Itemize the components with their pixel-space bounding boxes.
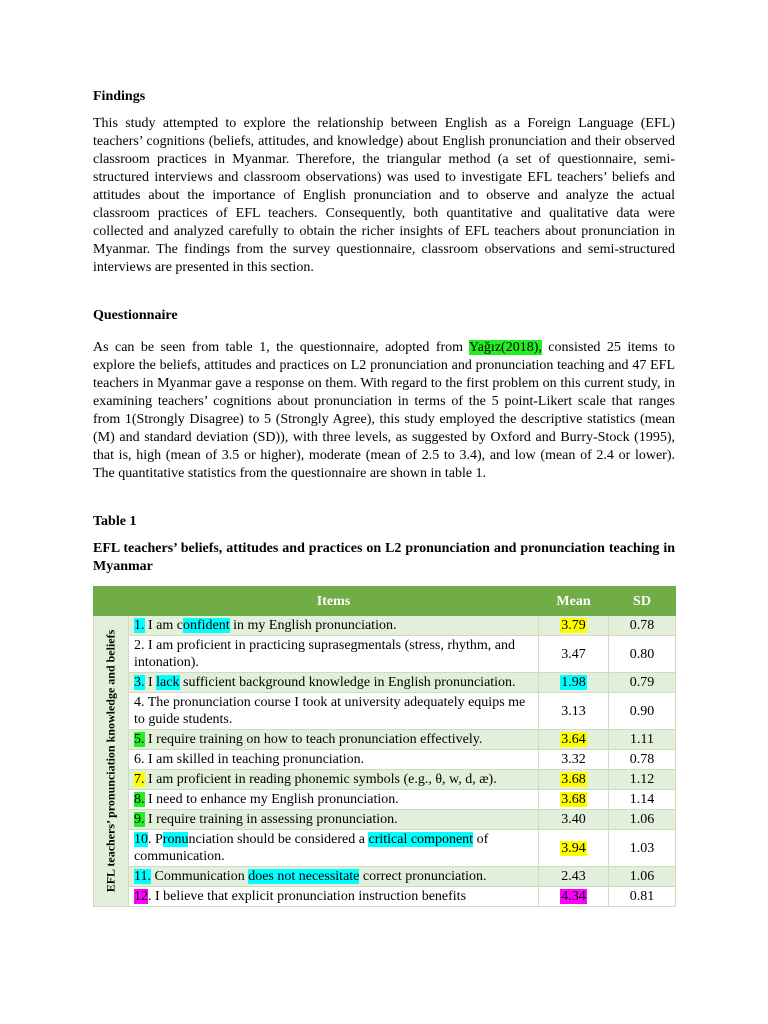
mean-cell [539, 770, 609, 790]
item-text: nciation should be considered a [188, 832, 369, 847]
sd-value: 1.06 [609, 867, 676, 887]
item-cell [129, 636, 539, 673]
item-cell [129, 867, 539, 887]
table-row [94, 770, 676, 790]
item-text-highlight: 8. [134, 792, 145, 807]
mean-value: 3.64 [561, 732, 586, 747]
table-row [94, 636, 676, 673]
item-text: I require training on how to teach pronunciation effectively. [144, 732, 483, 747]
mean-value: 3.94 [561, 840, 586, 856]
questionnaire-text-after: consisted 25 items to explore the beliefs, attitudes and practices on L2 pronunciation and pronunciation teaching and 47 EFL teachers in Myanmar gave a response on them. With regard to the first problem on this current study, in examining teachers’ cognitions about pronunciation in terms of the 5 point-Likert scale that ranges from 1(Strongly Disagree) to 5 (Strongly Agree), this study employed the descriptive statistics (mean (M) and standard deviation (SD)), with three levels, as suggested by Oxford and Burry-Stock (1995), that is, high (mean of 3.5 or higher), moderate (mean of 2.5 to 3.4), and low (mean of 2.4 or lower). The quantitative statistics from the questionnaire are shown in table 1. [93, 340, 675, 481]
table-row [94, 830, 676, 867]
sd-value: 0.79 [609, 673, 676, 693]
mean-cell [539, 830, 609, 867]
item-cell [129, 790, 539, 810]
sd-value: 0.80 [609, 636, 676, 673]
item-cell [129, 810, 539, 830]
item-text: 6. I am skilled in teaching pronunciation. [134, 752, 365, 767]
header-sd: SD [609, 587, 676, 616]
item-text: 2. I am proficient in practicing suprasegmentals (stress, rhythm, and intonation). [134, 638, 516, 670]
item-text: correct pronunciation. [359, 869, 487, 884]
item-text: Communication [150, 869, 249, 884]
item-text: I am proficient in reading phonemic symbols (e.g., θ, w, d, æ). [144, 772, 497, 787]
item-text-highlight: 11. [134, 869, 151, 884]
mean-value: 3.79 [561, 618, 586, 633]
item-cell [129, 673, 539, 693]
category-side-label: EFL teachers’ pronunciation knowledge and beliefs [103, 629, 118, 893]
findings-paragraph: This study attempted to explore the relationship between English as a Foreign Language (EFL) teachers’ cognitions (beliefs, attitudes, and knowledge) about English pronunciation and their observed classroom practices in Myanmar. Therefore, the triangular method (a set of questionnaire, semi-structured interviews and classroom observations) was used to investigate EFL teachers’ beliefs and attitudes about the importance of English pronunciation and to observe and analyze the actual classroom practices of EFL teachers. Consequently, both quantitative and qualitative data were collected and analyzed carefully to obtain the richer insights of EFL teachers about pronunciation in Myanmar. The findings from the survey questionnaire, classroom observations and semi-structured interviews are presented in this section. [93, 116, 675, 275]
sd-value: 0.81 [609, 887, 676, 907]
table-row [94, 750, 676, 770]
mean-value: 3.40 [561, 812, 586, 827]
mean-cell [539, 810, 609, 830]
header-mean: Mean [539, 587, 609, 616]
table-row [94, 810, 676, 830]
table-row [94, 616, 676, 636]
item-text: 4. The pronunciation course I took at university adequately equips me to guide students. [134, 695, 526, 727]
mean-value: 4.34 [561, 889, 586, 904]
results-table [93, 586, 676, 907]
item-text: . I believe that explicit pronunciation instruction benefits [148, 889, 467, 904]
header-items: Items [129, 587, 539, 616]
table-caption: EFL teachers’ beliefs, attitudes and practices on L2 pronunciation and pronunciation teaching in Myanmar [93, 541, 675, 574]
mean-cell [539, 867, 609, 887]
sd-value: 1.06 [609, 810, 676, 830]
sd-value: 0.90 [609, 693, 676, 730]
findings-heading: Findings [93, 89, 146, 104]
mean-value: 1.98 [561, 675, 586, 690]
item-text-highlight: onfident [182, 618, 230, 633]
mean-value: 3.13 [561, 703, 586, 719]
questionnaire-paragraph [93, 339, 675, 483]
table-row [94, 790, 676, 810]
item-text: in my English pronunciation. [229, 618, 397, 633]
item-text-highlight: 12 [134, 889, 148, 904]
item-text: sufficient background knowledge in English pronunciation. [179, 675, 516, 690]
mean-cell [539, 616, 609, 636]
item-text: . P [148, 832, 163, 847]
item-cell [129, 770, 539, 790]
table-row [94, 673, 676, 693]
category-side-cell [94, 616, 129, 907]
item-cell [129, 830, 539, 867]
item-text-highlight: 7. [134, 772, 145, 787]
header-blank [94, 587, 129, 616]
questionnaire-heading: Questionnaire [93, 308, 178, 323]
sd-value: 1.14 [609, 790, 676, 810]
item-text-highlight: lack [156, 675, 180, 690]
sd-value: 0.78 [609, 616, 676, 636]
mean-cell [539, 887, 609, 907]
table-row [94, 693, 676, 730]
sd-value: 0.78 [609, 750, 676, 770]
table-label: Table 1 [93, 514, 137, 529]
table-row [94, 887, 676, 907]
item-cell [129, 887, 539, 907]
citation-highlight: Yağız(2018), [469, 340, 542, 355]
table-header-row [94, 587, 676, 616]
item-text-highlight: ronu [162, 832, 189, 847]
mean-cell [539, 673, 609, 693]
table-row [94, 730, 676, 750]
item-text: I require training in assessing pronunciation. [144, 812, 398, 827]
item-text-highlight: 9. [134, 812, 145, 827]
item-text: of communication. [134, 832, 489, 864]
mean-cell [539, 790, 609, 810]
questionnaire-text-before: As can be seen from table 1, the questionnaire, adopted from [93, 340, 469, 355]
sd-value: 1.03 [609, 830, 676, 867]
item-text: I am c [144, 618, 183, 633]
item-cell [129, 616, 539, 636]
mean-value: 3.32 [561, 752, 586, 767]
item-text-highlight: 5. [134, 732, 145, 747]
table-row [94, 867, 676, 887]
item-text: I need to enhance my English pronunciation. [144, 792, 399, 807]
item-text-highlight: 3. [134, 675, 145, 690]
item-cell [129, 750, 539, 770]
mean-cell [539, 636, 609, 673]
sd-value: 1.11 [609, 730, 676, 750]
mean-cell [539, 750, 609, 770]
item-text: I [144, 675, 157, 690]
mean-value: 3.47 [561, 646, 586, 662]
item-text-highlight: 1. [134, 618, 145, 633]
item-text-highlight: critical component [368, 832, 474, 847]
table-body [94, 616, 676, 907]
mean-cell [539, 730, 609, 750]
item-text-highlight: 10 [134, 832, 148, 847]
mean-cell [539, 693, 609, 730]
mean-value: 3.68 [561, 772, 586, 787]
sd-value: 1.12 [609, 770, 676, 790]
mean-value: 2.43 [561, 869, 586, 884]
item-cell [129, 730, 539, 750]
mean-value: 3.68 [561, 792, 586, 807]
item-cell [129, 693, 539, 730]
item-text-highlight: does not necessitate [248, 869, 360, 884]
